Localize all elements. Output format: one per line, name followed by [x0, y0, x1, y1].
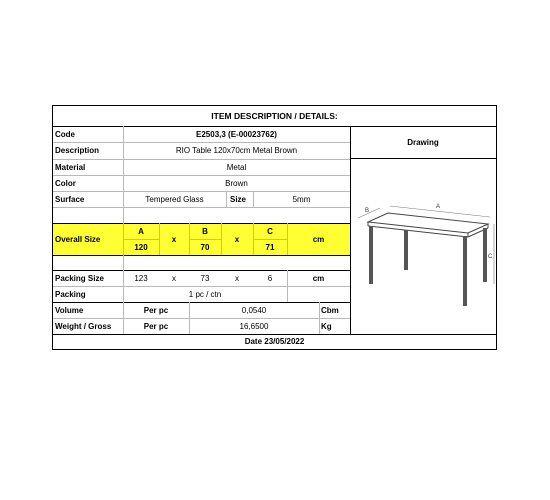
overall-b-value: 70 [200, 242, 210, 252]
table-leg [369, 226, 373, 284]
grid-line [253, 239, 287, 240]
size-value: 5mm [292, 194, 311, 204]
packing-label: Packing [55, 289, 86, 299]
material-label: Material [55, 162, 86, 172]
overall-c-value: 71 [265, 242, 275, 252]
overall-a-value: 120 [134, 242, 148, 252]
color-value: Brown [225, 178, 248, 188]
surface-label: Surface [55, 194, 85, 204]
volume-unit: Cbm [321, 305, 339, 315]
size-label: Size [230, 194, 247, 204]
grid-line [53, 270, 350, 271]
overall-c-label: C [267, 226, 273, 236]
volume-label: Volume [55, 305, 84, 315]
volume-per: Per pc [143, 305, 169, 315]
grid-line [159, 223, 160, 255]
grid-line [53, 334, 496, 335]
overall-b-label: B [202, 226, 208, 236]
grid-line [53, 126, 496, 127]
grid-line [287, 270, 288, 302]
weight-per: Per pc [143, 321, 169, 331]
grid-line [53, 255, 350, 256]
overall-a-label: A [138, 226, 144, 236]
grid-line [226, 191, 227, 207]
color-label: Color [55, 178, 76, 188]
table-drawing [350, 196, 496, 316]
code-value: E2503,3 (E-00023762) [196, 129, 277, 139]
grid-line [253, 223, 254, 255]
overall-unit: cm [312, 234, 325, 244]
description-label: Description [55, 145, 100, 155]
grid-line [189, 223, 190, 255]
weight-value: 16,6500 [239, 321, 269, 331]
grid-line [53, 175, 350, 176]
grid-line [221, 223, 222, 255]
grid-line [189, 302, 190, 334]
packing-b-value: 73 [200, 273, 210, 283]
packing-size-label: Packing Size [55, 273, 104, 283]
code-label: Code [55, 129, 75, 139]
surface-value: Tempered Glass [145, 194, 204, 204]
grid-line [287, 223, 288, 255]
footer-date: Date 23/05/2022 [244, 337, 305, 346]
grid-line [53, 318, 350, 319]
material-value: Metal [226, 162, 247, 172]
dimension-b-label: B [365, 208, 370, 214]
table-leg [463, 236, 467, 306]
grid-line [350, 158, 496, 159]
grid-line [53, 159, 350, 160]
table-leg [483, 228, 487, 282]
grid-line [53, 142, 350, 143]
packing-size-unit: cm [312, 273, 325, 283]
sheet-title: ITEM DESCRIPTION / DETAILS: [211, 111, 338, 121]
overall-x1: x [171, 234, 177, 244]
overall-x2: x [234, 234, 240, 244]
table-leg [404, 230, 408, 270]
packing-a-value: 123 [134, 273, 148, 283]
packing-value: 1 pc / ctn [188, 289, 222, 299]
packing-x1: x [172, 273, 176, 283]
grid-line [53, 207, 350, 208]
grid-line [53, 286, 350, 287]
drawing-label: Drawing [407, 137, 439, 147]
packing-x2: x [235, 273, 239, 283]
dimension-c-label: C [488, 254, 493, 260]
description-value: RIO Table 120x70cm Metal Brown [175, 145, 298, 155]
overall-size-label: Overall Size [55, 234, 101, 244]
grid-line [319, 302, 320, 334]
grid-line [53, 223, 350, 224]
weight-label: Weight / Gross [55, 321, 112, 331]
volume-value: 0,0540 [241, 305, 267, 315]
dimension-a-label: A [436, 204, 441, 210]
grid-line [123, 126, 124, 334]
packing-c-value: 6 [267, 273, 273, 283]
grid-line [123, 239, 159, 240]
table-top [368, 213, 488, 233]
weight-unit: Kg [321, 321, 332, 331]
grid-line [53, 191, 350, 192]
grid-line [253, 191, 254, 207]
grid-line [53, 302, 350, 303]
item-details-sheet [52, 105, 497, 350]
grid-line [189, 239, 221, 240]
